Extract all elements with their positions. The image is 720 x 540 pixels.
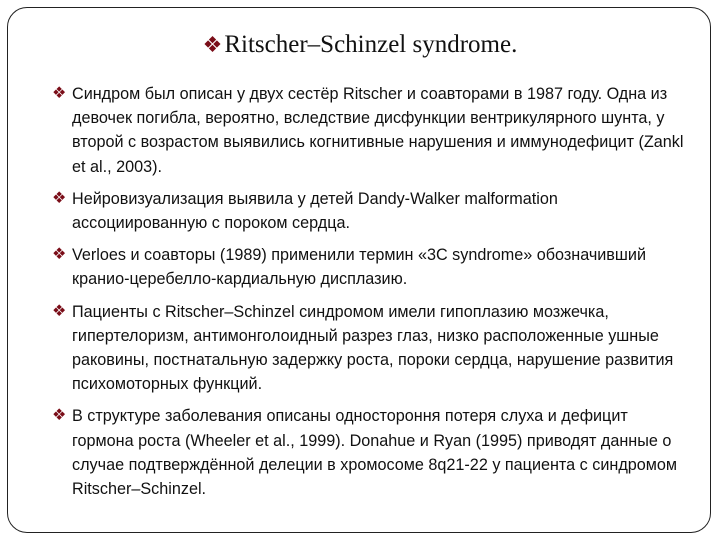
diamond-bullet-icon: ❖ (52, 189, 67, 207)
bullet-item-3 (52, 243, 692, 291)
bullet-text: Пациенты с Ritscher–Schinzel синдромом имели гипоплазию мозжечка, гипертелоризм, антимонголоидный разрез глаз, низко расположенные ушные раковины, постнатальную задержку роста, пороки сердца, нарушение развития психомоторных функций. (72, 302, 674, 394)
bullet-text: Синдром был описан у двух сестёр Ritscher и соавторами в 1987 году. Одна из девочек погибла, вероятно, вследствие дисфункции вентрикулярного шунта, у второй с возрастом выявились когнитивные нарушения и иммунодефицит (Zankl et al., 2003). (72, 85, 684, 176)
diamond-bullet-icon: ❖ (52, 302, 67, 320)
bullet-item-1 (52, 82, 692, 179)
bullet-item-5 (52, 404, 692, 501)
bullet-item-2 (52, 187, 692, 235)
bullet-text: Нейровизуализация выявила у детей Dandy-Walker malformation ассоциированную с пороком сердца. (72, 189, 558, 233)
diamond-bullet-icon: ❖ (52, 407, 67, 425)
bullet-item-4 (52, 300, 692, 397)
bullet-list (52, 82, 692, 509)
bullet-text: Verloes и соавторы (1989) применили термин «3C syndrome» обозначивший кранио-церебелло-кардиальную дисплазию. (72, 246, 646, 289)
diamond-bullet-icon: ❖ (52, 85, 67, 102)
slide-title (0, 30, 720, 60)
slide-title-text: Ritscher–Schinzel syndrome. (224, 31, 518, 58)
diamond-bullet-icon: ❖ (52, 246, 67, 264)
diamond-bullet-icon: ❖ (202, 32, 223, 57)
bullet-text: В структуре заболевания описаны одностороння потеря слуха и дефицит гормона роста (Wheeler et al., 1999). Donahue и Ryan (1995) приводят данные о случае подтверждённой делеции в хромосоме 8q21-22 у пациента с синдромом Ritscher–Schinzel. (72, 407, 678, 499)
